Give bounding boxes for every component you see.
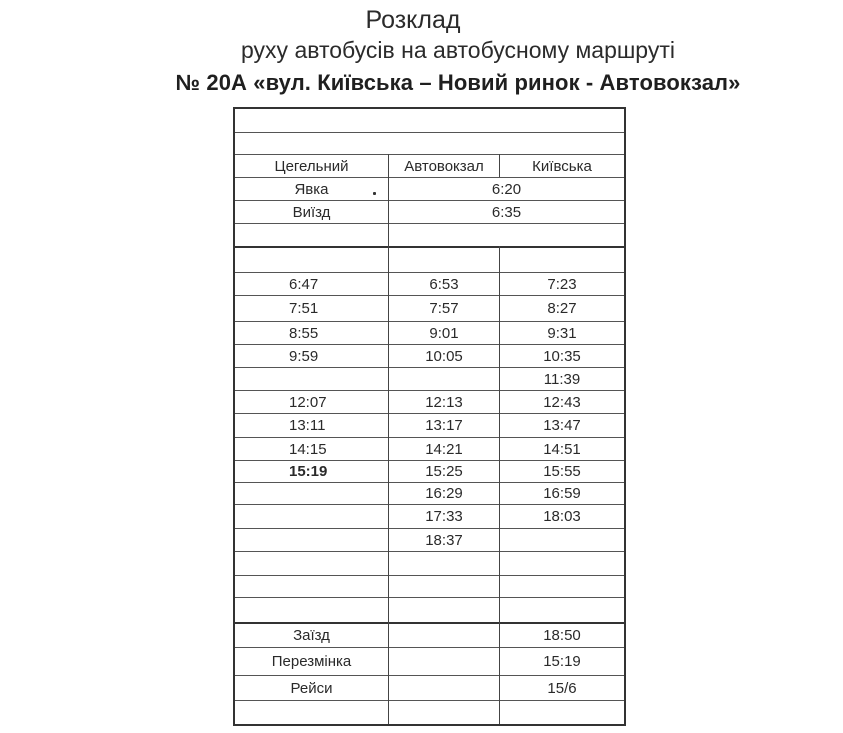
time-kyivska: 18:03 xyxy=(543,508,581,525)
time-tsehelnyi xyxy=(235,368,388,390)
section-divider xyxy=(235,246,624,248)
row-divider xyxy=(235,700,624,701)
time-avtovokzal: 16:29 xyxy=(425,485,463,502)
time-kyivska: 7:23 xyxy=(547,275,577,293)
time-avtovokzal: 18:37 xyxy=(425,531,463,549)
row-divider xyxy=(235,597,624,598)
page-title: Розклад xyxy=(365,6,461,34)
footer-value: 15/6 xyxy=(547,679,577,697)
info-label: Явка xyxy=(294,180,329,198)
time-tsehelnyi: 12:07 xyxy=(289,393,327,411)
time-tsehelnyi: 9:59 xyxy=(289,347,319,365)
column-header-avtovokzal: Автовокзал xyxy=(404,157,484,175)
schedule-table xyxy=(233,107,626,726)
time-kyivska xyxy=(500,529,624,551)
time-tsehelnyi: 7:51 xyxy=(289,300,319,317)
info-value: 6:20 xyxy=(491,180,522,198)
time-kyivska: 9:31 xyxy=(547,324,577,342)
row-divider xyxy=(235,551,624,552)
footer-value: 18:50 xyxy=(543,627,581,644)
column-header-kyivska: Київська xyxy=(532,157,592,175)
time-tsehelnyi xyxy=(235,529,388,551)
scan-mark xyxy=(373,192,376,195)
footer-label: Перезмінка xyxy=(271,653,352,670)
footer-label: Рейси xyxy=(290,679,333,697)
time-kyivska: 16:59 xyxy=(543,485,581,502)
column-header-tsehelnyi: Цегельний xyxy=(274,157,349,175)
time-tsehelnyi: 13:11 xyxy=(289,417,326,434)
time-avtovokzal: 7:57 xyxy=(429,300,459,317)
time-kyivska: 11:39 xyxy=(543,370,581,388)
time-avtovokzal: 12:13 xyxy=(425,393,463,411)
page-subtitle: руху автобусів на автобусному маршруті xyxy=(241,37,675,63)
time-avtovokzal: 17:33 xyxy=(425,508,463,525)
time-tsehelnyi: 8:55 xyxy=(289,324,319,342)
route-name: № 20А «вул. Київська – Новий ринок - Автовокзал» xyxy=(175,70,741,95)
footer-value: 15:19 xyxy=(543,653,581,670)
time-avtovokzal: 9:01 xyxy=(429,324,459,342)
row-divider xyxy=(235,223,624,224)
time-kyivska: 12:43 xyxy=(543,393,581,411)
time-tsehelnyi xyxy=(235,483,388,504)
info-value: 6:35 xyxy=(491,203,522,221)
info-label: Виїзд xyxy=(292,203,331,221)
time-avtovokzal xyxy=(389,368,499,390)
time-tsehelnyi-shift-change: 15:19 xyxy=(289,463,328,480)
row-divider xyxy=(235,575,624,576)
time-avtovokzal: 10:05 xyxy=(425,347,463,365)
time-kyivska: 8:27 xyxy=(547,300,577,317)
time-avtovokzal: 14:21 xyxy=(425,440,463,458)
time-kyivska: 10:35 xyxy=(543,347,581,365)
time-avtovokzal: 13:17 xyxy=(425,417,463,434)
time-tsehelnyi xyxy=(235,505,388,528)
row-divider xyxy=(235,132,624,133)
footer-label: Заїзд xyxy=(293,627,330,644)
time-kyivska: 13:47 xyxy=(543,417,581,434)
time-kyivska: 15:55 xyxy=(543,463,581,480)
time-avtovokzal: 6:53 xyxy=(429,275,459,293)
time-avtovokzal: 15:25 xyxy=(425,463,463,480)
time-tsehelnyi: 14:15 xyxy=(289,440,327,458)
time-kyivska: 14:51 xyxy=(543,440,581,458)
time-tsehelnyi: 6:47 xyxy=(289,275,319,293)
